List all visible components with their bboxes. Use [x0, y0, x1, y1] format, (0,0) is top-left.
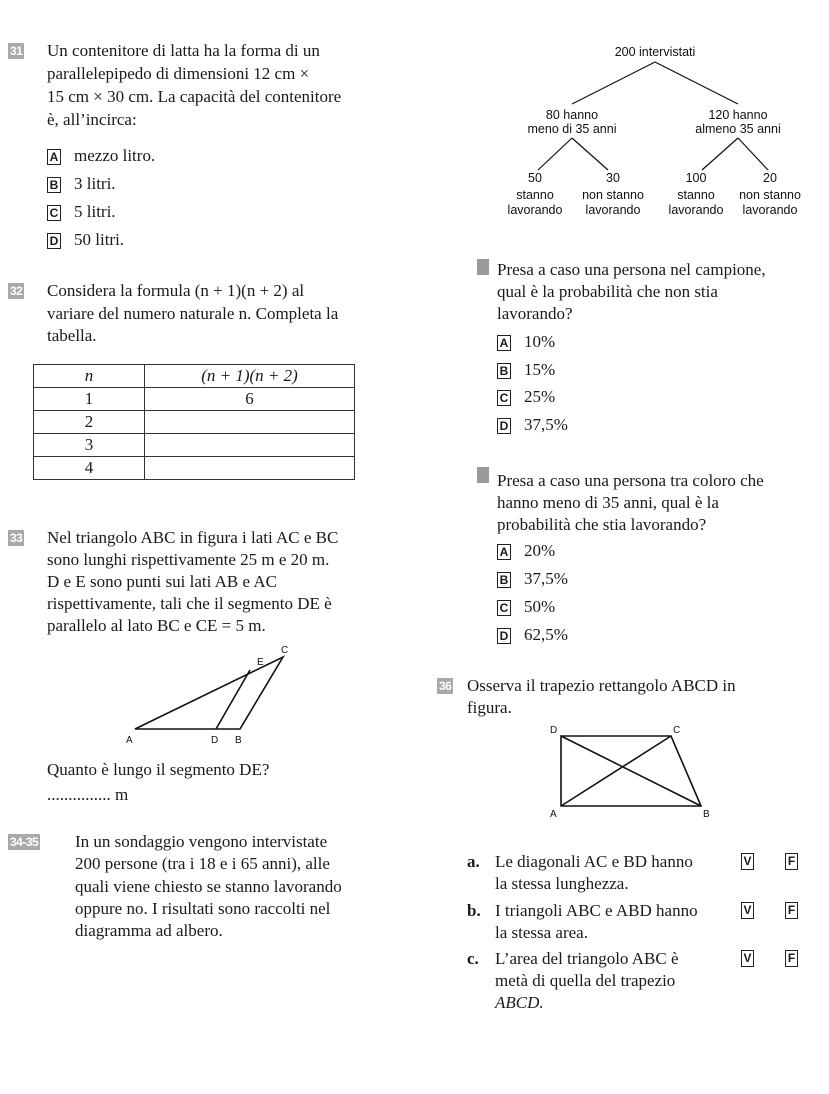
q34-option-a[interactable]: [497, 332, 555, 352]
q34-line-1: Presa a caso una persona nel campione,: [497, 260, 766, 279]
tree-leaf-2-line-1: non stanno: [582, 188, 644, 202]
q31-line-1: Un contenitore di latta ha la forma di un: [47, 41, 320, 60]
tree-left-line-1: 80 hanno: [545, 108, 599, 122]
table-cell-value[interactable]: [145, 457, 355, 480]
q31-option-d[interactable]: [47, 230, 124, 250]
q36-item-c-false-box[interactable]: F: [785, 950, 798, 967]
answer-blank[interactable]: ...............: [47, 785, 111, 804]
q36-item-c-line-1: L’area del triangolo ABC è: [495, 949, 679, 968]
option-letter-box: A: [47, 149, 61, 165]
table-cell-n: 2: [34, 411, 145, 434]
triangle-figure: [110, 640, 310, 750]
option-letter-box: C: [497, 600, 511, 616]
option-text: 20%: [524, 541, 556, 560]
q36-item-c-letter: c.: [467, 949, 479, 968]
option-letter-box: B: [497, 363, 511, 379]
tree-leaf-3-line-1: stanno: [677, 188, 715, 202]
q36-item-c-line-2: metà di quella del trapezio: [495, 971, 676, 990]
table-row: [34, 434, 355, 457]
tree-leaf-1-line-1: stanno: [516, 188, 554, 202]
tree-leaf-4-line-1: non stanno: [739, 188, 801, 202]
q33-line-4: rispettivamente, tali che il segmento DE è: [47, 594, 332, 613]
option-letter-box: A: [497, 544, 511, 560]
question-number-36: 36: [439, 679, 452, 693]
option-letter-box: B: [497, 572, 511, 588]
q36-item-b-line-1: I triangoli ABC e ABD hanno: [495, 901, 698, 920]
option-text: 15%: [524, 360, 556, 379]
q35-option-a[interactable]: [497, 541, 555, 561]
q36-line-2: figura.: [467, 698, 512, 717]
q33-question: Quanto è lungo il segmento DE?: [47, 760, 270, 779]
label-e: E: [257, 657, 264, 668]
tree-leaf-3-value: 100: [685, 171, 707, 185]
table-header-row: [34, 365, 355, 388]
table-cell-n: 4: [34, 457, 145, 480]
q36-item-a-line-1: Le diagonali AC e BD hanno: [495, 852, 693, 871]
tree-right-line-2: almeno 35 anni: [695, 122, 781, 136]
option-text: 37,5%: [524, 415, 568, 434]
q35-line-1: Presa a caso una persona tra coloro che: [497, 471, 764, 490]
q35-option-b[interactable]: [497, 569, 568, 589]
tree-leaf-1-value: 50: [528, 171, 542, 185]
q36-item-c-line-3: ABCD.: [495, 993, 544, 1012]
tree-leaf-2-value: 30: [606, 171, 620, 185]
option-letter-box: B: [47, 177, 61, 193]
option-text: mezzo litro.: [74, 146, 156, 165]
label-a: A: [550, 809, 557, 820]
q36-item-b-true-box[interactable]: V: [741, 902, 754, 919]
option-text: 50%: [524, 597, 556, 616]
tree-leaf-1-line-2: lavorando: [507, 203, 563, 217]
q3435-line-2: 200 persone (tra i 18 e i 65 anni), alle: [75, 854, 330, 873]
option-text: 10%: [524, 332, 556, 351]
table-row: [34, 388, 355, 411]
label-c: C: [281, 645, 289, 656]
q36-item-b-false-box[interactable]: F: [785, 902, 798, 919]
q33-line-3: D e E sono punti sui lati AB e AC: [47, 572, 277, 591]
label-c: C: [673, 725, 681, 736]
q3435-line-4: oppure no. I risultati sono raccolti nel: [75, 899, 331, 918]
option-letter-box: C: [497, 390, 511, 406]
q34-option-b[interactable]: [497, 360, 555, 380]
label-b: B: [703, 809, 710, 820]
q33-answer[interactable]: [47, 784, 128, 805]
option-letter-box: D: [497, 418, 511, 434]
option-text: 3 litri.: [74, 174, 116, 193]
q3435-line-3: quali viene chiesto se stanno lavorando: [75, 877, 342, 896]
option-text: 62,5%: [524, 625, 568, 644]
q31-line-3: 15 cm × 30 cm. La capacità del contenitore: [47, 87, 342, 106]
question-marker-35: [477, 467, 489, 483]
tree-root: 200 intervistati: [614, 45, 696, 59]
q34-option-d[interactable]: [497, 415, 568, 435]
table-cell-n: 3: [34, 434, 145, 457]
table-row: [34, 457, 355, 480]
tree-leaf-4-value: 20: [763, 171, 777, 185]
tree-leaf-2-line-2: lavorando: [585, 203, 641, 217]
q31-option-c[interactable]: [47, 202, 116, 222]
q36-item-a-false-box[interactable]: F: [785, 853, 798, 870]
q33-line-1: Nel triangolo ABC in figura i lati AC e BC: [47, 528, 339, 547]
table-cell-value[interactable]: 6: [145, 388, 355, 411]
q31-option-a[interactable]: [47, 146, 155, 166]
option-letter-box: C: [47, 205, 61, 221]
q33-line-5: parallelo al lato BC e CE = 5 m.: [47, 616, 266, 635]
q36-item-b-line-2: la stessa area.: [495, 923, 588, 942]
q31-line-2: parallelepipedo di dimensioni 12 cm ×: [47, 64, 310, 83]
q3435-line-5: diagramma ad albero.: [75, 921, 223, 940]
table-cell-value[interactable]: [145, 411, 355, 434]
question-number-31: 31: [10, 44, 23, 58]
diagonal-bd: [561, 736, 701, 806]
table-cell-n: 1: [34, 388, 145, 411]
label-b: B: [235, 735, 242, 746]
diagonal-ac: [561, 736, 671, 806]
tree-left-line-2: meno di 35 anni: [527, 122, 617, 136]
tree-leaf-3-line-2: lavorando: [668, 203, 724, 217]
q33-line-2: sono lunghi rispettivamente 25 m e 20 m.: [47, 550, 330, 569]
q35-option-d[interactable]: [497, 625, 568, 645]
q32-line-2: variare del numero naturale n. Completa la: [47, 304, 339, 323]
answer-unit: m: [115, 785, 129, 804]
q32-line-3: tabella.: [47, 326, 97, 345]
option-letter-box: D: [497, 628, 511, 644]
label-a: A: [126, 735, 133, 746]
option-text: 37,5%: [524, 569, 568, 588]
q36-item-c-true-box[interactable]: V: [741, 950, 754, 967]
table-cell-value[interactable]: [145, 434, 355, 457]
label-d: D: [550, 725, 558, 736]
question-number-33: 33: [10, 531, 23, 545]
q35-line-2: hanno meno di 35 anni, qual è la: [497, 493, 719, 512]
q32-line-1: Considera la formula (n + 1)(n + 2) al: [47, 281, 305, 300]
q34-option-c[interactable]: [497, 387, 555, 407]
formula-table: [33, 364, 355, 480]
q34-line-2: qual è la probabilità che non stia: [497, 282, 718, 301]
question-number-32: 32: [10, 284, 23, 298]
q36-item-b-letter: b.: [467, 901, 481, 920]
trapezoid-figure: [545, 720, 720, 820]
q36-item-a-line-2: la stessa lunghezza.: [495, 874, 629, 893]
table-header-formula: (n + 1)(n + 2): [145, 365, 355, 388]
option-letter-box: D: [47, 233, 61, 249]
question-number-34-35: 34-35: [10, 835, 39, 849]
option-text: 5 litri.: [74, 202, 116, 221]
q31-option-b[interactable]: [47, 174, 116, 194]
q36-item-a-letter: a.: [467, 852, 480, 871]
q3435-line-1: In un sondaggio vengono intervistate: [75, 832, 328, 851]
option-text: 25%: [524, 387, 556, 406]
option-text: 50 litri.: [74, 230, 125, 249]
tree-diagram: [490, 38, 820, 228]
tree-right-line-1: 120 hanno: [708, 108, 768, 122]
q31-line-4: è, all’incirca:: [47, 110, 137, 129]
q34-line-3: lavorando?: [497, 304, 573, 323]
question-marker-34: [477, 259, 489, 275]
q36-item-a-true-box[interactable]: V: [741, 853, 754, 870]
tree-leaf-4-line-2: lavorando: [742, 203, 798, 217]
q36-line-1: Osserva il trapezio rettangolo ABCD in: [467, 676, 736, 695]
q35-option-c[interactable]: [497, 597, 555, 617]
option-letter-box: A: [497, 335, 511, 351]
q35-line-3: probabilità che stia lavorando?: [497, 515, 707, 534]
label-d: D: [211, 735, 219, 746]
table-row: [34, 411, 355, 434]
table-header-n: n: [34, 365, 145, 388]
